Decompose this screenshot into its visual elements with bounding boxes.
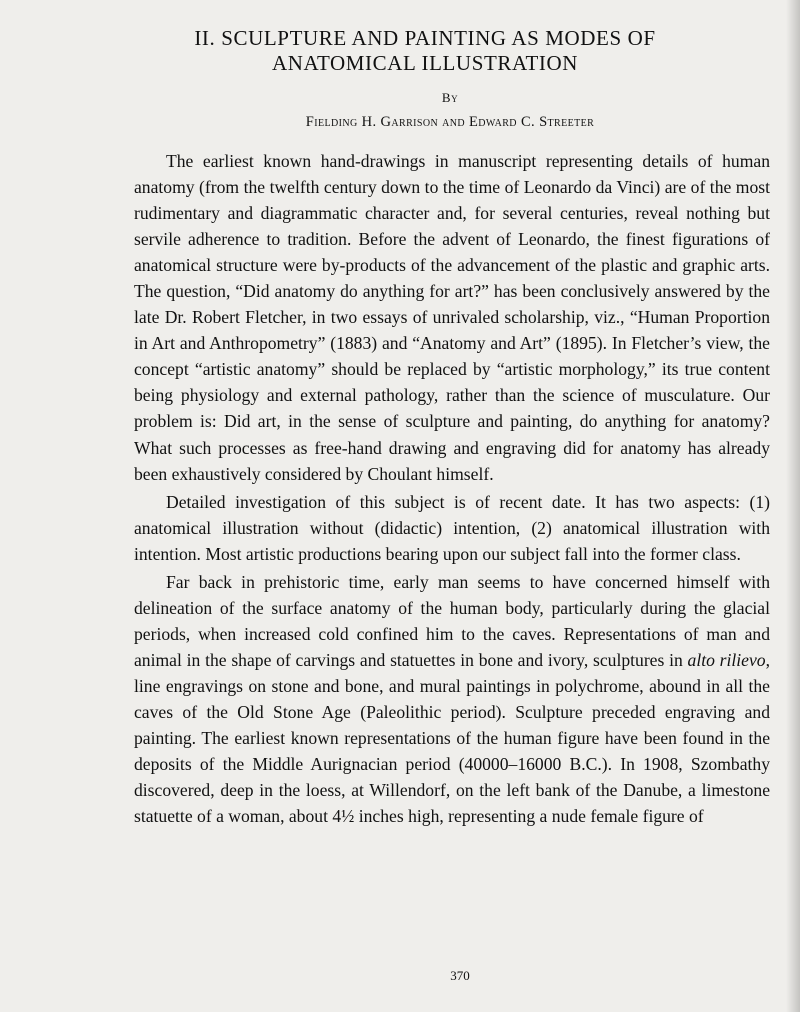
italic-term: alto rilievo — [687, 649, 766, 670]
paragraph-3-part-2: , line engravings on stone and bone, and mural paintings in polychrome, abound in all the caves of the Old Stone Age (Paleolithic period). Sculpture preceded engraving and painting. The earliest known representations of the human figure have been found in the deposits of the Middle Aurignacian period (40000–16000 B.C.). In 1908, Szombathy discovered, deep in the loess, at Willendorf, on the left bank of the Danube, a limestone statuette of a woman, about 4½ inches high, representing a nude female figure of — [134, 649, 770, 827]
byline-label: By — [441, 90, 459, 105]
paragraph-1: The earliest known hand-drawings in manuscript representing details of human anatomy (from the twelfth century down to the time of Leonardo da Vinci) are of the most rudimentary and diagrammatic character and, for several centuries, reveal nothing but servile adherence to tradition. Before the advent of Leonardo, the finest figurations of anatomical structure were by-products of the advancement of the plastic and graphic arts. The question, “Did anatomy do anything for art?” has been conclusively answered by the late Dr. Robert Fletcher, in two essays of unrivaled scholarship, viz., “Human Proportion in Art and Anthropometry” (1883) and “Anatomy and Art” (1895). In Fletcher’s view, the concept “artistic anatomy” should be replaced by “artistic morphology,” its true content being physiology and external pathology, rather than the science of musculature. Our problem is: Did art, in the sense of sculpture and painting, do anything for anatomy? What such processes as free-hand drawing and engraving did for anatomy has already been exhaustively considered by Choulant himself. — [134, 151, 770, 484]
paragraph-2: Detailed investigation of this subject is of recent date. It has two aspects: (1) anatomical illustration without (didactic) intention, (2) anatomical illustration with intention. Most artistic productions bearing upon our subject fall into the former class. — [134, 491, 770, 564]
page-edge-shadow — [786, 0, 800, 1012]
body-text — [134, 148, 770, 829]
page-number: 370 — [450, 968, 470, 983]
author-names: Fielding H. Garrison and Edward C. Streeter — [305, 114, 595, 130]
paragraph-3-part-1: Far back in prehistoric time, early man seems to have concerned himself with delineation of the surface anatomy of the human body, particularly during the glacial periods, when increased cold confined him to the caves. Representations of man and animal in the shape of carvings and statuettes in bone and ivory, sculptures in — [134, 571, 770, 670]
paragraph-3 — [134, 569, 770, 829]
chapter-title: II. SCULPTURE AND PAINTING AS MODES OF ANATOMICAL ILLUSTRATION — [194, 26, 656, 75]
